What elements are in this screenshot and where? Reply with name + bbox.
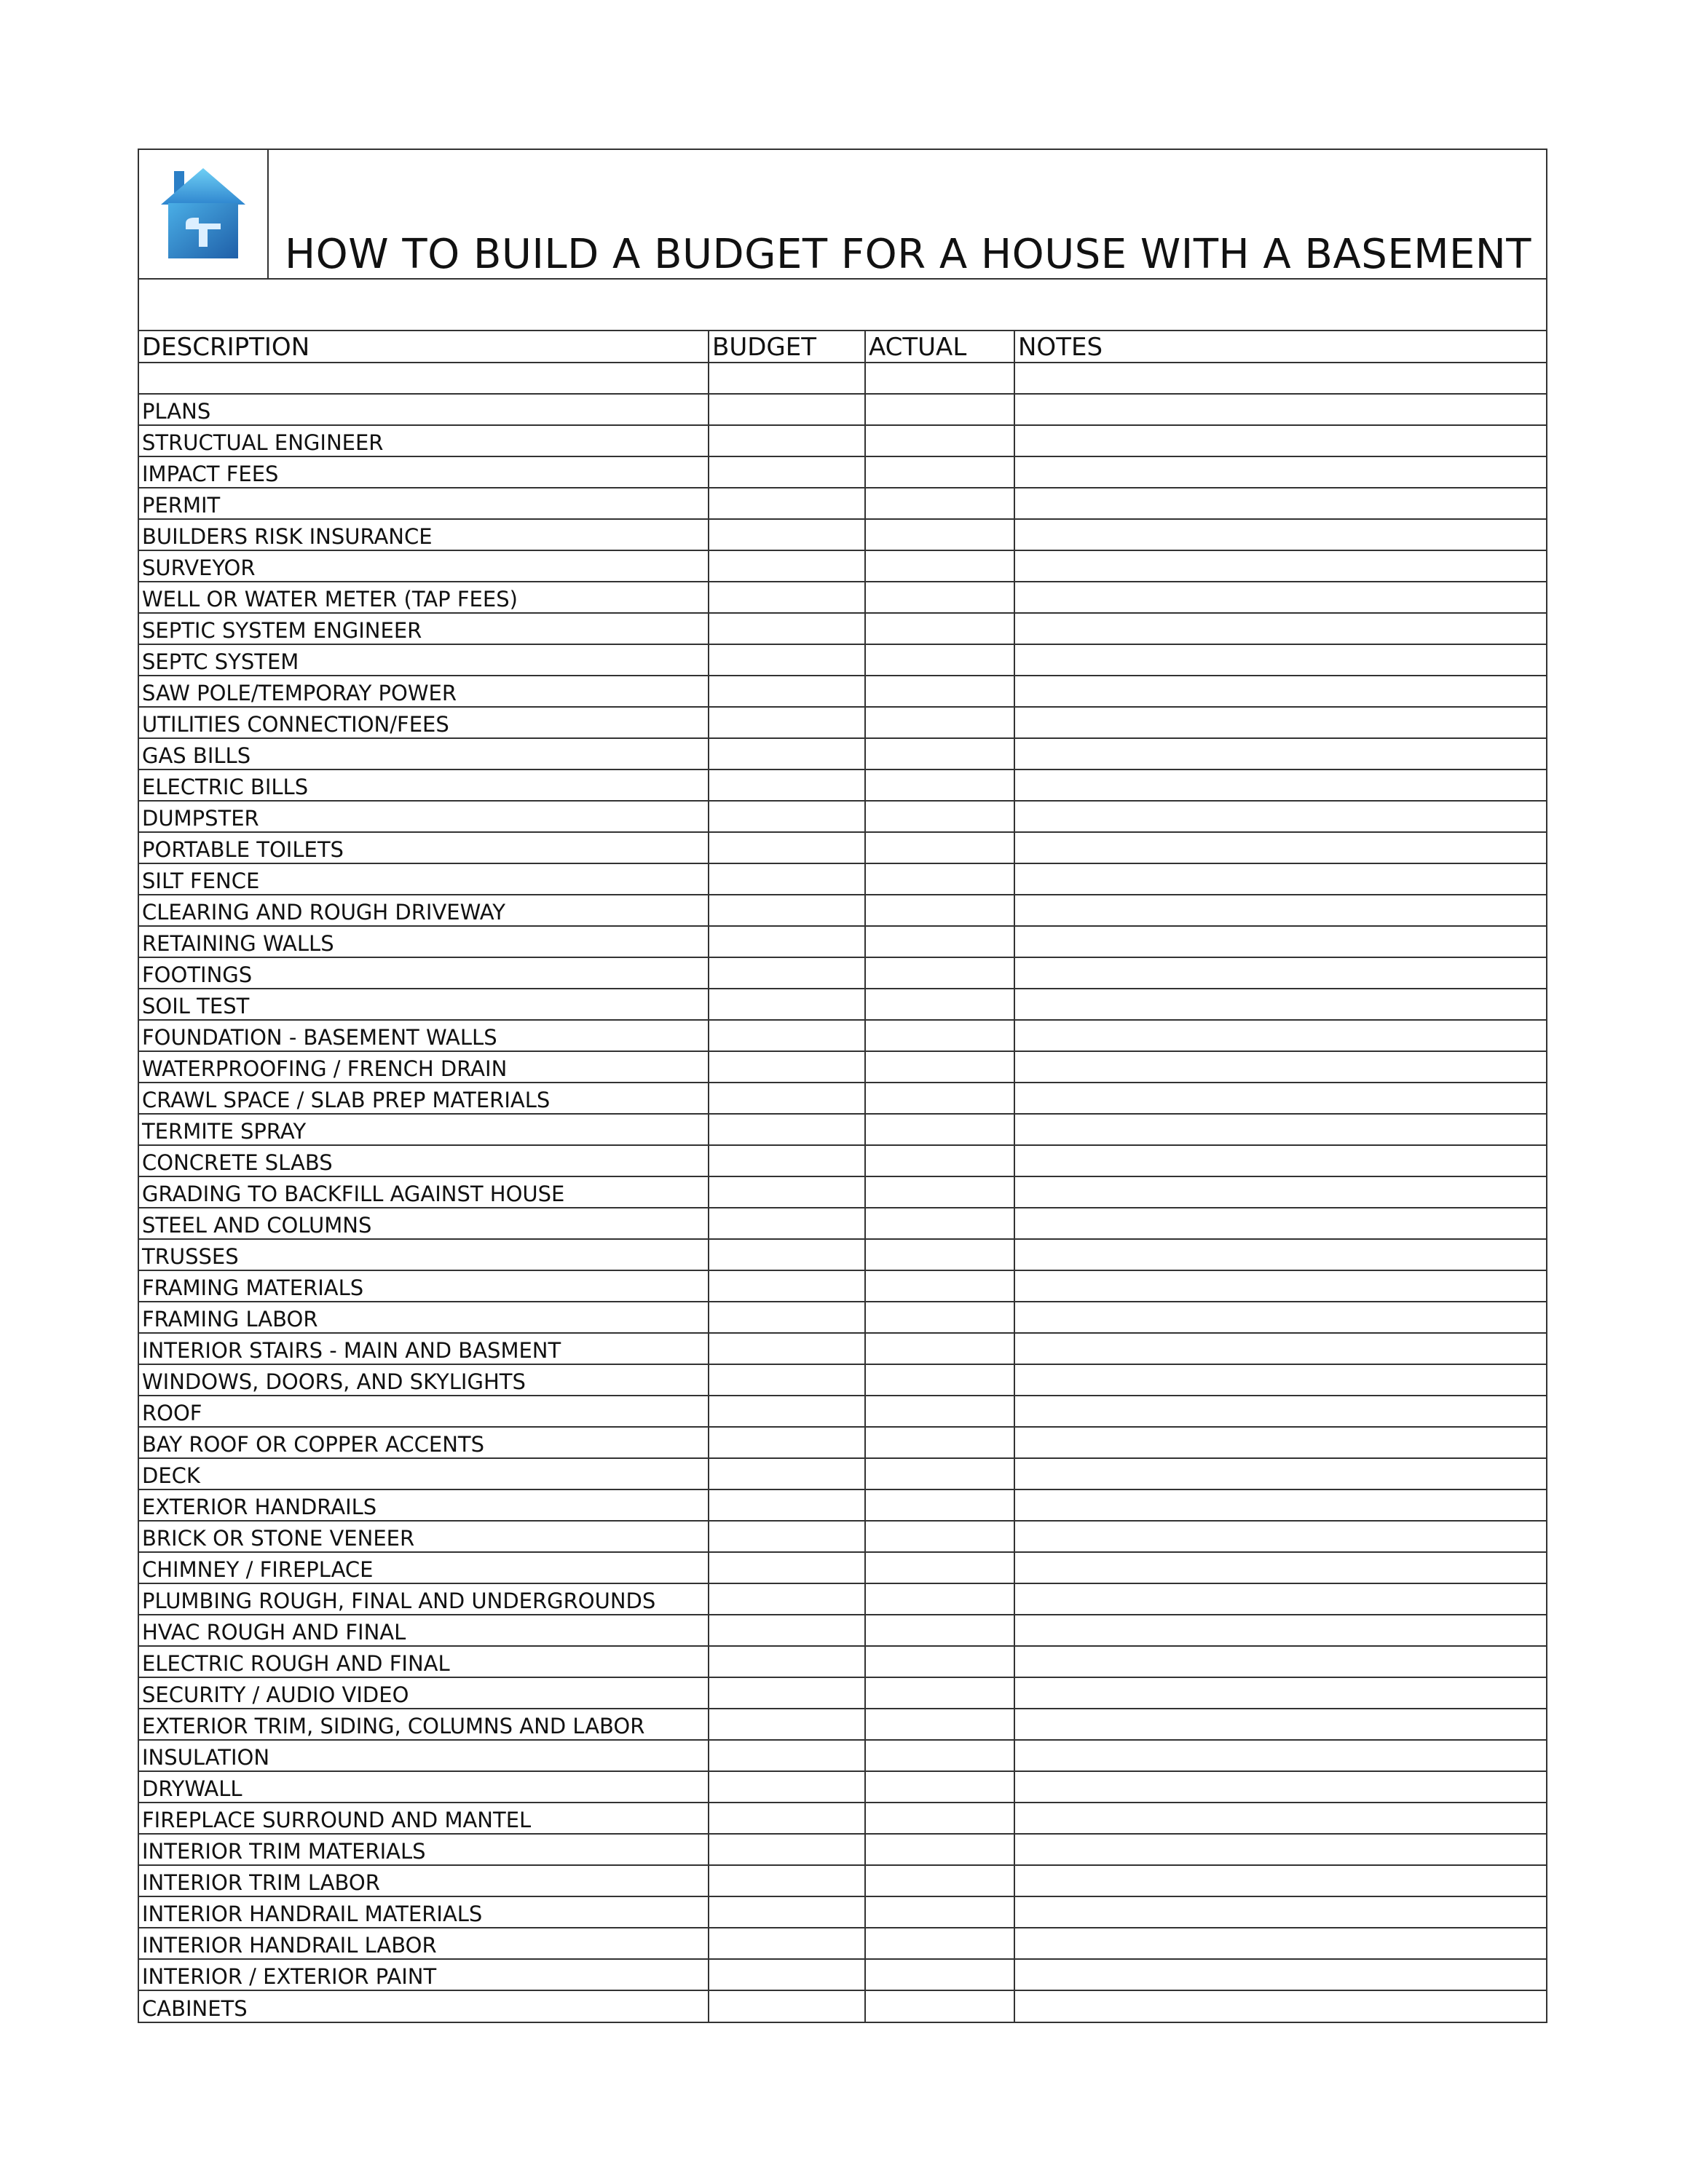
budget-cell[interactable] <box>709 519 865 550</box>
actual-cell[interactable] <box>865 1896 1014 1928</box>
budget-cell[interactable] <box>709 582 865 613</box>
description-cell: INTERIOR STAIRS - MAIN AND BASMENT <box>139 1333 709 1364</box>
table-row <box>139 738 1546 769</box>
budget-cell[interactable] <box>709 707 865 738</box>
description-cell: CRAWL SPACE / SLAB PREP MATERIALS <box>139 1083 709 1114</box>
notes-cell[interactable] <box>1014 738 1546 769</box>
actual-cell[interactable] <box>865 1114 1014 1145</box>
budget-cell[interactable] <box>709 1176 865 1208</box>
description-cell: RETAINING WALLS <box>139 926 709 957</box>
budget-cell[interactable] <box>709 1677 865 1709</box>
notes-cell[interactable] <box>1014 1176 1546 1208</box>
notes-cell[interactable] <box>1014 1208 1546 1239</box>
description-cell: ELECTRIC ROUGH AND FINAL <box>139 1646 709 1677</box>
table-row <box>139 394 1546 425</box>
notes-cell[interactable] <box>1014 832 1546 863</box>
actual-cell[interactable] <box>865 1709 1014 1740</box>
sheet-header <box>139 150 1546 280</box>
notes-cell[interactable] <box>1014 394 1546 425</box>
description-cell: FRAMING LABOR <box>139 1302 709 1333</box>
description-cell: EXTERIOR HANDRAILS <box>139 1489 709 1521</box>
description-cell: CONCRETE SLABS <box>139 1145 709 1176</box>
actual-cell[interactable] <box>865 1208 1014 1239</box>
budget-cell[interactable] <box>709 1834 865 1865</box>
budget-cell[interactable] <box>709 1740 865 1771</box>
budget-cell[interactable] <box>709 1020 865 1051</box>
budget-cell[interactable] <box>709 1364 865 1396</box>
column-header-budget: BUDGET <box>709 331 865 363</box>
description-cell: DECK <box>139 1458 709 1489</box>
notes-cell[interactable] <box>1014 1865 1546 1896</box>
table-row <box>139 1646 1546 1677</box>
budget-cell[interactable] <box>709 1302 865 1333</box>
table-row <box>139 1396 1546 1427</box>
description-cell: ROOF <box>139 1396 709 1427</box>
actual-cell[interactable] <box>865 488 1014 519</box>
notes-cell[interactable] <box>1014 1521 1546 1552</box>
budget-cell[interactable] <box>709 1865 865 1896</box>
actual-cell[interactable] <box>865 644 1014 676</box>
actual-cell[interactable] <box>865 895 1014 926</box>
notes-cell[interactable] <box>1014 1646 1546 1677</box>
column-header-row <box>139 331 1546 363</box>
table-row <box>139 1114 1546 1145</box>
table-row <box>139 1489 1546 1521</box>
logo-cell <box>139 150 269 278</box>
budget-cell[interactable] <box>709 1552 865 1583</box>
description-cell: SEPTC SYSTEM <box>139 644 709 676</box>
budget-cell[interactable] <box>709 1959 865 1990</box>
budget-cell[interactable] <box>709 801 865 832</box>
actual-cell[interactable] <box>865 1959 1014 1990</box>
budget-cell[interactable] <box>709 989 865 1020</box>
actual-cell[interactable] <box>865 1865 1014 1896</box>
actual-cell[interactable] <box>865 1990 1014 2022</box>
spacer-row <box>139 363 1546 394</box>
table-row <box>139 1176 1546 1208</box>
notes-cell[interactable] <box>1014 895 1546 926</box>
actual-cell[interactable] <box>865 582 1014 613</box>
budget-cell[interactable] <box>709 1333 865 1364</box>
table-row <box>139 1020 1546 1051</box>
actual-cell[interactable] <box>865 456 1014 488</box>
table-row <box>139 1521 1546 1552</box>
budget-cell[interactable] <box>709 1896 865 1928</box>
budget-cell[interactable] <box>709 644 865 676</box>
actual-cell[interactable] <box>865 1458 1014 1489</box>
actual-cell[interactable] <box>865 738 1014 769</box>
description-cell: FIREPLACE SURROUND AND MANTEL <box>139 1803 709 1834</box>
actual-cell[interactable] <box>865 1740 1014 1771</box>
budget-cell[interactable] <box>709 1427 865 1458</box>
table-row <box>139 1051 1546 1083</box>
table-row <box>139 1270 1546 1302</box>
actual-cell[interactable] <box>865 1489 1014 1521</box>
description-cell: BAY ROOF OR COPPER ACCENTS <box>139 1427 709 1458</box>
actual-cell[interactable] <box>865 1771 1014 1803</box>
description-cell <box>139 363 709 394</box>
budget-cell[interactable] <box>709 1646 865 1677</box>
notes-cell[interactable] <box>1014 1583 1546 1615</box>
table-row <box>139 425 1546 456</box>
description-cell: TERMITE SPRAY <box>139 1114 709 1145</box>
actual-cell[interactable] <box>865 801 1014 832</box>
description-cell: GRADING TO BACKFILL AGAINST HOUSE <box>139 1176 709 1208</box>
budget-cell[interactable] <box>709 895 865 926</box>
table-row <box>139 1364 1546 1396</box>
table-row <box>139 582 1546 613</box>
budget-cell[interactable] <box>709 1145 865 1176</box>
table-row <box>139 1771 1546 1803</box>
notes-cell[interactable] <box>1014 1083 1546 1114</box>
notes-cell[interactable] <box>1014 957 1546 989</box>
notes-cell[interactable] <box>1014 1709 1546 1740</box>
notes-cell[interactable] <box>1014 1771 1546 1803</box>
table-row <box>139 1208 1546 1239</box>
budget-cell[interactable] <box>709 1208 865 1239</box>
budget-cell[interactable] <box>709 456 865 488</box>
notes-cell[interactable] <box>1014 1427 1546 1458</box>
budget-cell[interactable] <box>709 1458 865 1489</box>
notes-cell[interactable] <box>1014 519 1546 550</box>
table-row <box>139 1333 1546 1364</box>
table-row <box>139 801 1546 832</box>
budget-cell[interactable] <box>709 1990 865 2022</box>
description-cell: WATERPROOFING / FRENCH DRAIN <box>139 1051 709 1083</box>
table-row <box>139 1928 1546 1959</box>
description-cell: IMPACT FEES <box>139 456 709 488</box>
notes-cell[interactable] <box>1014 1114 1546 1145</box>
description-cell: FOOTINGS <box>139 957 709 989</box>
notes-cell[interactable] <box>1014 1145 1546 1176</box>
table-row <box>139 769 1546 801</box>
description-cell: STEEL AND COLUMNS <box>139 1208 709 1239</box>
table-row <box>139 1677 1546 1709</box>
budget-cell[interactable] <box>709 1396 865 1427</box>
notes-cell[interactable] <box>1014 1458 1546 1489</box>
notes-cell[interactable] <box>1014 1677 1546 1709</box>
budget-cell[interactable] <box>709 394 865 425</box>
description-cell: UTILITIES CONNECTION/FEES <box>139 707 709 738</box>
notes-cell[interactable] <box>1014 769 1546 801</box>
budget-table <box>139 331 1546 2022</box>
budget-cell[interactable] <box>709 425 865 456</box>
notes-cell[interactable] <box>1014 1990 1546 2022</box>
table-row <box>139 1709 1546 1740</box>
description-cell: SOIL TEST <box>139 989 709 1020</box>
description-cell: ELECTRIC BILLS <box>139 769 709 801</box>
description-cell: WELL OR WATER METER (TAP FEES) <box>139 582 709 613</box>
house-icon <box>158 167 248 261</box>
budget-cell[interactable] <box>709 1239 865 1270</box>
budget-cell[interactable] <box>709 1270 865 1302</box>
notes-cell[interactable] <box>1014 1333 1546 1364</box>
table-row <box>139 613 1546 644</box>
notes-cell[interactable] <box>1014 1928 1546 1959</box>
budget-rows <box>139 363 1546 2022</box>
description-cell: BUILDERS RISK INSURANCE <box>139 519 709 550</box>
budget-cell[interactable] <box>709 1083 865 1114</box>
table-row <box>139 519 1546 550</box>
table-row <box>139 1896 1546 1928</box>
actual-cell[interactable] <box>865 1615 1014 1646</box>
budget-cell[interactable] <box>709 1709 865 1740</box>
column-header-notes: NOTES <box>1014 331 1546 363</box>
budget-cell[interactable] <box>709 1771 865 1803</box>
description-cell: CHIMNEY / FIREPLACE <box>139 1552 709 1583</box>
description-cell: INTERIOR HANDRAIL LABOR <box>139 1928 709 1959</box>
notes-cell[interactable] <box>1014 863 1546 895</box>
actual-cell[interactable] <box>865 613 1014 644</box>
actual-cell[interactable] <box>865 1396 1014 1427</box>
notes-cell[interactable] <box>1014 1270 1546 1302</box>
description-cell: FOUNDATION - BASEMENT WALLS <box>139 1020 709 1051</box>
notes-cell[interactable] <box>1014 550 1546 582</box>
budget-cell[interactable] <box>709 738 865 769</box>
notes-cell[interactable] <box>1014 1896 1546 1928</box>
budget-cell[interactable] <box>709 613 865 644</box>
table-row <box>139 1803 1546 1834</box>
actual-cell[interactable] <box>865 1270 1014 1302</box>
budget-cell[interactable] <box>709 550 865 582</box>
actual-cell[interactable] <box>865 926 1014 957</box>
budget-cell[interactable] <box>709 832 865 863</box>
table-row <box>139 1302 1546 1333</box>
actual-cell[interactable] <box>865 1145 1014 1176</box>
notes-cell[interactable] <box>1014 676 1546 707</box>
notes-cell[interactable] <box>1014 363 1546 394</box>
notes-cell[interactable] <box>1014 1302 1546 1333</box>
notes-cell[interactable] <box>1014 707 1546 738</box>
table-row <box>139 676 1546 707</box>
description-cell: EXTERIOR TRIM, SIDING, COLUMNS AND LABOR <box>139 1709 709 1740</box>
actual-cell[interactable] <box>865 707 1014 738</box>
table-row <box>139 989 1546 1020</box>
actual-cell[interactable] <box>865 1583 1014 1615</box>
actual-cell[interactable] <box>865 863 1014 895</box>
notes-cell[interactable] <box>1014 1615 1546 1646</box>
table-row <box>139 550 1546 582</box>
table-row <box>139 1990 1546 2022</box>
description-cell: INTERIOR / EXTERIOR PAINT <box>139 1959 709 1990</box>
notes-cell[interactable] <box>1014 644 1546 676</box>
table-row <box>139 644 1546 676</box>
description-cell: FRAMING MATERIALS <box>139 1270 709 1302</box>
description-cell: PERMIT <box>139 488 709 519</box>
actual-cell[interactable] <box>865 832 1014 863</box>
actual-cell[interactable] <box>865 363 1014 394</box>
table-row <box>139 957 1546 989</box>
table-row <box>139 895 1546 926</box>
actual-cell[interactable] <box>865 1364 1014 1396</box>
notes-cell[interactable] <box>1014 425 1546 456</box>
table-row <box>139 707 1546 738</box>
description-cell: CLEARING AND ROUGH DRIVEWAY <box>139 895 709 926</box>
notes-cell[interactable] <box>1014 1834 1546 1865</box>
actual-cell[interactable] <box>865 1427 1014 1458</box>
title-cell <box>269 150 1546 278</box>
notes-cell[interactable] <box>1014 801 1546 832</box>
actual-cell[interactable] <box>865 1239 1014 1270</box>
actual-cell[interactable] <box>865 676 1014 707</box>
actual-cell[interactable] <box>865 1051 1014 1083</box>
budget-cell[interactable] <box>709 926 865 957</box>
notes-cell[interactable] <box>1014 1051 1546 1083</box>
actual-cell[interactable] <box>865 957 1014 989</box>
page-title: HOW TO BUILD A BUDGET FOR A HOUSE WITH A BASEMENT <box>285 231 1531 278</box>
description-cell: SURVEYOR <box>139 550 709 582</box>
description-cell: HVAC ROUGH AND FINAL <box>139 1615 709 1646</box>
notes-cell[interactable] <box>1014 926 1546 957</box>
notes-cell[interactable] <box>1014 456 1546 488</box>
actual-cell[interactable] <box>865 1176 1014 1208</box>
description-cell: CABINETS <box>139 1990 709 2022</box>
description-cell: DRYWALL <box>139 1771 709 1803</box>
budget-cell[interactable] <box>709 1521 865 1552</box>
table-row <box>139 1083 1546 1114</box>
actual-cell[interactable] <box>865 1333 1014 1364</box>
description-cell: INTERIOR TRIM LABOR <box>139 1865 709 1896</box>
budget-cell[interactable] <box>709 676 865 707</box>
actual-cell[interactable] <box>865 425 1014 456</box>
table-row <box>139 1239 1546 1270</box>
description-cell: STRUCTUAL ENGINEER <box>139 425 709 456</box>
description-cell: INSULATION <box>139 1740 709 1771</box>
notes-cell[interactable] <box>1014 1020 1546 1051</box>
notes-cell[interactable] <box>1014 1552 1546 1583</box>
column-header-description: DESCRIPTION <box>142 333 310 362</box>
header-blank-row <box>139 280 1546 331</box>
description-cell: PORTABLE TOILETS <box>139 832 709 863</box>
actual-cell[interactable] <box>865 989 1014 1020</box>
table-row <box>139 863 1546 895</box>
description-cell: SECURITY / AUDIO VIDEO <box>139 1677 709 1709</box>
table-row <box>139 1865 1546 1896</box>
budget-sheet <box>138 149 1547 2023</box>
notes-cell[interactable] <box>1014 1364 1546 1396</box>
budget-cell[interactable] <box>709 1928 865 1959</box>
budget-cell[interactable] <box>709 1489 865 1521</box>
actual-cell[interactable] <box>865 519 1014 550</box>
actual-cell[interactable] <box>865 1552 1014 1583</box>
actual-cell[interactable] <box>865 1677 1014 1709</box>
budget-cell[interactable] <box>709 1051 865 1083</box>
budget-cell[interactable] <box>709 1615 865 1646</box>
budget-cell[interactable] <box>709 863 865 895</box>
budget-cell[interactable] <box>709 488 865 519</box>
description-cell: DUMPSTER <box>139 801 709 832</box>
table-row <box>139 488 1546 519</box>
table-row <box>139 1552 1546 1583</box>
actual-cell[interactable] <box>865 1020 1014 1051</box>
budget-cell[interactable] <box>709 1114 865 1145</box>
description-cell: SILT FENCE <box>139 863 709 895</box>
description-cell: SAW POLE/TEMPORAY POWER <box>139 676 709 707</box>
notes-cell[interactable] <box>1014 1803 1546 1834</box>
table-row <box>139 1583 1546 1615</box>
notes-cell[interactable] <box>1014 1396 1546 1427</box>
notes-cell[interactable] <box>1014 1239 1546 1270</box>
description-cell: INTERIOR TRIM MATERIALS <box>139 1834 709 1865</box>
table-row <box>139 1740 1546 1771</box>
actual-cell[interactable] <box>865 769 1014 801</box>
actual-cell[interactable] <box>865 1521 1014 1552</box>
actual-cell[interactable] <box>865 550 1014 582</box>
budget-cell[interactable] <box>709 363 865 394</box>
notes-cell[interactable] <box>1014 613 1546 644</box>
table-row <box>139 1458 1546 1489</box>
description-cell: BRICK OR STONE VENEER <box>139 1521 709 1552</box>
description-cell: PLUMBING ROUGH, FINAL AND UNDERGROUNDS <box>139 1583 709 1615</box>
actual-cell[interactable] <box>865 1928 1014 1959</box>
table-row <box>139 1427 1546 1458</box>
actual-cell[interactable] <box>865 1646 1014 1677</box>
actual-cell[interactable] <box>865 1083 1014 1114</box>
notes-cell[interactable] <box>1014 1740 1546 1771</box>
budget-cell[interactable] <box>709 1583 865 1615</box>
notes-cell[interactable] <box>1014 1489 1546 1521</box>
table-row <box>139 1959 1546 1990</box>
actual-cell[interactable] <box>865 1302 1014 1333</box>
table-row <box>139 1615 1546 1646</box>
budget-cell[interactable] <box>709 957 865 989</box>
table-row <box>139 832 1546 863</box>
description-cell: TRUSSES <box>139 1239 709 1270</box>
budget-cell[interactable] <box>709 769 865 801</box>
description-cell: SEPTIC SYSTEM ENGINEER <box>139 613 709 644</box>
description-cell: GAS BILLS <box>139 738 709 769</box>
actual-cell[interactable] <box>865 1834 1014 1865</box>
table-row <box>139 926 1546 957</box>
notes-cell[interactable] <box>1014 1959 1546 1990</box>
notes-cell[interactable] <box>1014 488 1546 519</box>
description-cell: INTERIOR HANDRAIL MATERIALS <box>139 1896 709 1928</box>
description-cell: PLANS <box>139 394 709 425</box>
table-row <box>139 1834 1546 1865</box>
notes-cell[interactable] <box>1014 989 1546 1020</box>
table-row <box>139 456 1546 488</box>
column-header-actual: ACTUAL <box>865 331 1014 363</box>
budget-cell[interactable] <box>709 1803 865 1834</box>
notes-cell[interactable] <box>1014 582 1546 613</box>
description-cell: WINDOWS, DOORS, AND SKYLIGHTS <box>139 1364 709 1396</box>
actual-cell[interactable] <box>865 1803 1014 1834</box>
table-row <box>139 1145 1546 1176</box>
actual-cell[interactable] <box>865 394 1014 425</box>
